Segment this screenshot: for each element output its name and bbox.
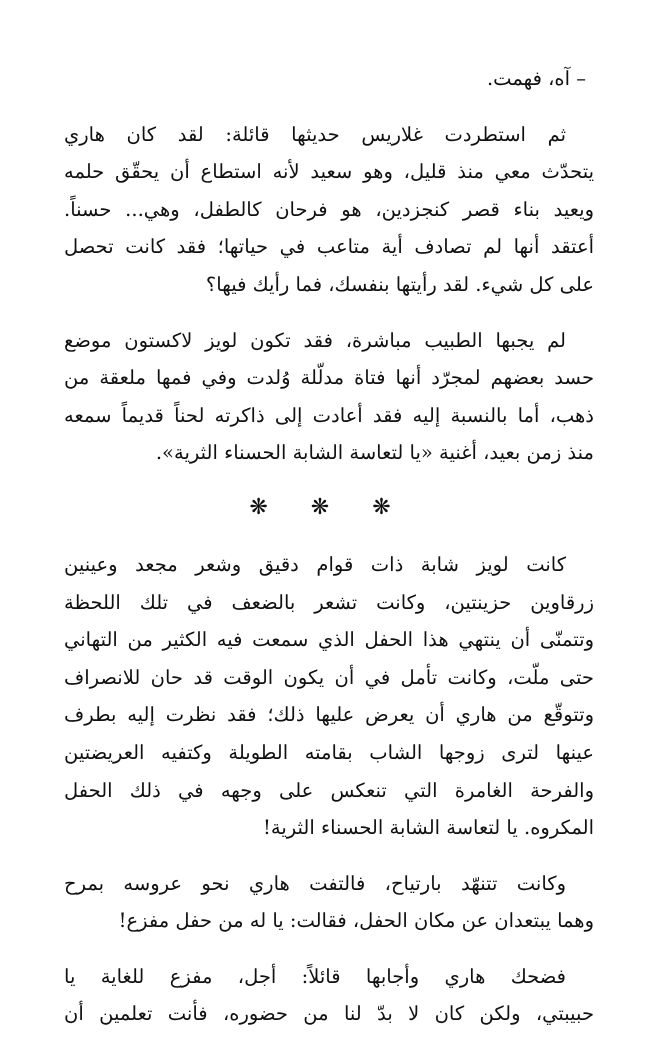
text-line: على كل شيء. لقد رأيتها بنفسك، فما رأيك فيها؟ <box>205 272 594 296</box>
paragraph-louise-sigh <box>64 865 594 940</box>
book-page <box>64 60 594 1051</box>
text-line: وهما يبتعدان عن مكان الحفل، فقالت: يا له من حفل مفزع! <box>118 909 594 933</box>
text-line: ويعيد بناء قصر كنجزدين، هو فرحان كالطفل، وهي... حسناً. <box>64 197 594 221</box>
text-line: – آه، فهمت. <box>486 67 586 90</box>
text-line: المكروه. يا لتعاسة الشابة الحسناء الثرية! <box>263 816 594 840</box>
paragraph-harry-laughs <box>64 958 594 1033</box>
text-line: وتتوقّع من هاري أن يعرض عليها ذلك؛ فقد نظرت إليه بطرف <box>64 703 594 727</box>
paragraph-louise-description <box>64 546 594 847</box>
text-line: فضحك هاري وأجابها قائلاً: أجل، مفزع للغاية يا <box>64 964 566 988</box>
text-line: ذهب، أما بالنسبة إليه فقد أعادت إلى ذاكرته لحناً قديماً سمعه <box>64 403 594 427</box>
text-line: وكانت تتنهّد بارتياح، فالتفت هاري نحو عروسه بمرح <box>64 871 566 895</box>
text-line: حسد بعضهم لمجرّد أنها فتاة مدلّلة وُلدت وفي فمها ملعقة من <box>64 366 594 390</box>
text-line: زرقاوين حزينتين، وكانت تشعر بالضعف في تلك اللحظة <box>64 590 594 614</box>
paragraph-doctor-reply <box>64 322 594 472</box>
text-line: والفرحة الغامرة التي تنعكس على وجهه في ذلك الحفل <box>64 778 594 802</box>
section-separator: ❋ ❋ ❋ <box>249 494 409 520</box>
text-line: أعتقد أنها لم تصادف أية متاعب في حياتها؛ فقد كانت تحصل <box>64 235 594 259</box>
text-line: عينها لترى زوجها الشاب بقامته الطويلة وكتفيه العريضتين <box>64 740 594 764</box>
paragraph-glaris-speech <box>64 116 594 304</box>
text-line: منذ زمن بعيد، أغنية «يا لتعاسة الشابة الحسناء الثرية». <box>155 441 594 465</box>
text-line: كانت لويز شابة ذات قوام دقيق وشعر مجعد وعينين <box>64 552 566 576</box>
text-line: يتحدّث معي منذ قليل، وهو سعيد لأنه استطاع أن يحقّق حلمه <box>64 160 594 184</box>
text-line: وتتمنّى أن ينتهي هذا الحفل الذي سمعت فيه الكثير من التهاني <box>64 628 594 652</box>
text-line: ثم استطردت غلاريس حديثها قائلة: لقد كان هاري <box>64 122 566 146</box>
text-line: حبيبتي، ولكن كان لا بدّ لنا من حضوره، فأنت تعلمين أن <box>64 1002 594 1026</box>
text-line: لم يجبها الطبيب مباشرة، فقد تكون لويز لاكستون موضع <box>64 328 566 352</box>
paragraph-dialog-understood <box>64 60 594 98</box>
text-line: حتى ملّت، وكانت تأمل في أن يكون الوقت قد حان للانصراف <box>64 665 594 689</box>
